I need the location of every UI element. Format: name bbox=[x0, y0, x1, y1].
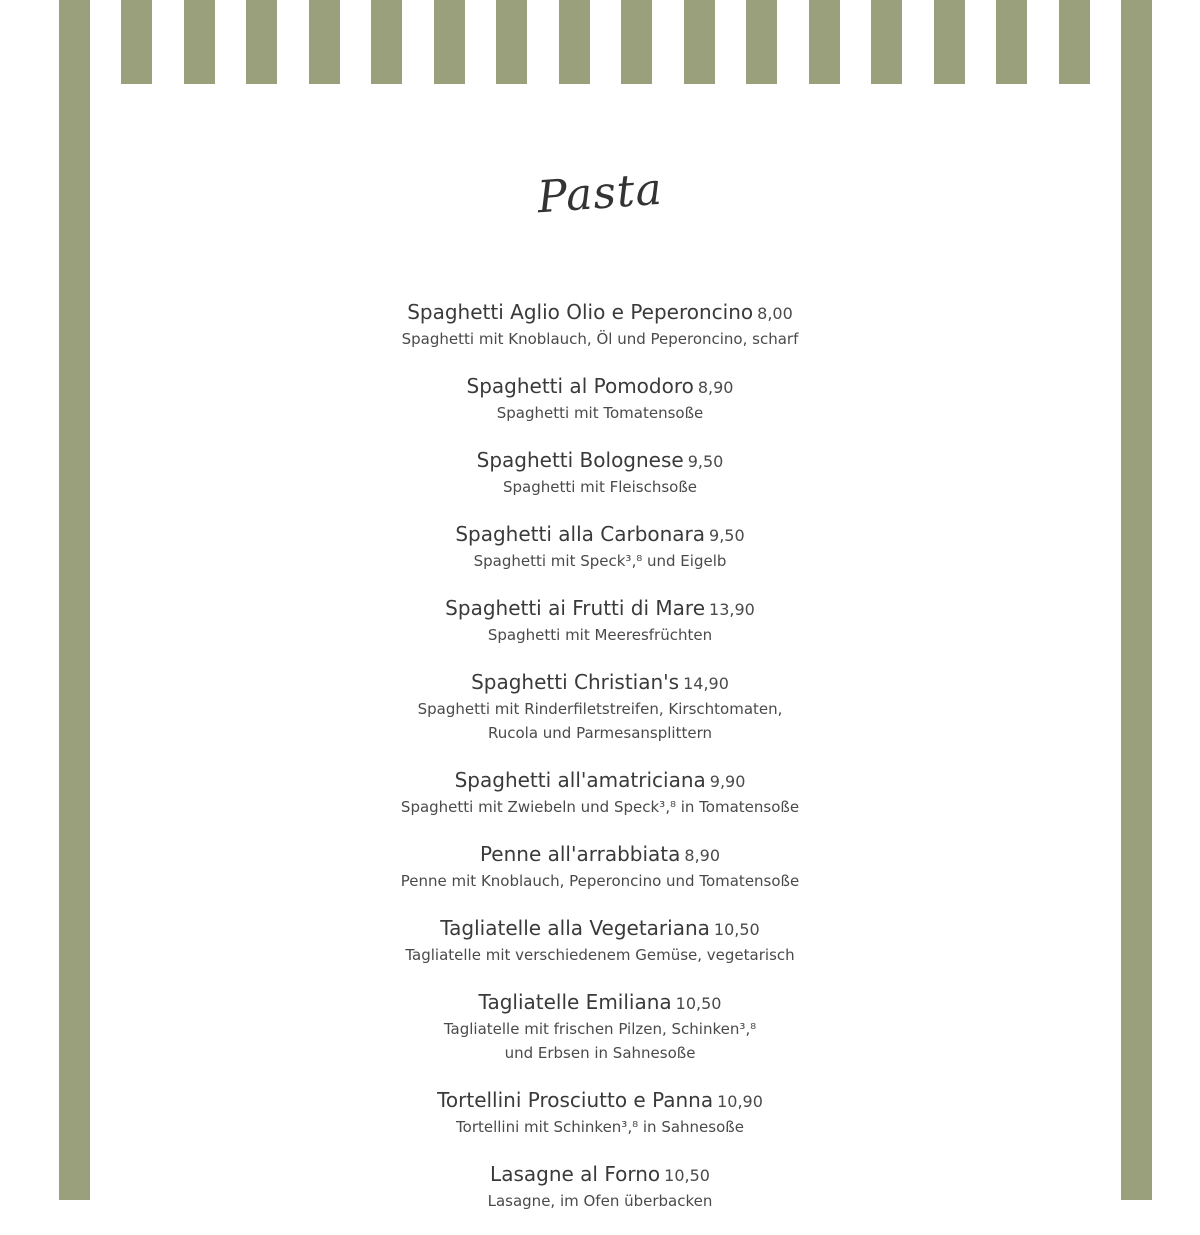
stripe bbox=[371, 0, 402, 84]
stripe bbox=[746, 0, 777, 84]
item-price: 10,90 bbox=[717, 1092, 763, 1111]
item-name: Penne all'arrabbiata bbox=[479, 842, 681, 866]
stripe bbox=[871, 0, 902, 84]
item-name: Spaghetti Aglio Olio e Peperoncino bbox=[407, 300, 754, 324]
item-name: Spaghetti Christian's bbox=[471, 670, 680, 694]
item-name: Spaghetti alla Carbonara bbox=[455, 522, 706, 546]
menu-item bbox=[300, 299, 900, 351]
menu-item bbox=[300, 915, 900, 967]
item-description: und Erbsen in Sahnesoße bbox=[504, 1044, 696, 1062]
item-description: Tagliatelle mit verschiedenem Gemüse, vegetarisch bbox=[405, 946, 795, 964]
item-price: 14,90 bbox=[683, 674, 729, 693]
item-price: 8,90 bbox=[684, 846, 721, 865]
item-description: Spaghetti mit Zwiebeln und Speck³‚⁸ in Tomatensoße bbox=[400, 798, 800, 816]
item-description: Tagliatelle mit frischen Pilzen, Schinken³‚⁸ bbox=[443, 1020, 757, 1038]
stripe bbox=[996, 0, 1027, 84]
menu-item bbox=[300, 989, 900, 1065]
item-description: Rucola und Parmesansplittern bbox=[487, 724, 712, 742]
item-price: 13,90 bbox=[709, 600, 755, 619]
item-price: 9,50 bbox=[687, 452, 724, 471]
stripe bbox=[1059, 0, 1090, 84]
stripe bbox=[246, 0, 277, 84]
stripe bbox=[621, 0, 652, 84]
item-description: Tortellini mit Schinken³‚⁸ in Sahnesoße bbox=[456, 1118, 744, 1136]
menu-item bbox=[300, 841, 900, 893]
item-name: Spaghetti all'amatriciana bbox=[454, 768, 706, 792]
item-name: Spaghetti al Pomodoro bbox=[466, 374, 694, 398]
menu-item bbox=[300, 521, 900, 573]
menu-item bbox=[300, 373, 900, 425]
item-description: Spaghetti mit Speck³‚⁸ und Eigelb bbox=[473, 552, 727, 570]
item-price: 10,50 bbox=[713, 920, 760, 939]
item-price: 10,50 bbox=[675, 994, 722, 1013]
item-description: Spaghetti mit Tomatensoße bbox=[496, 404, 704, 422]
item-name: Tagliatelle Emiliana bbox=[478, 990, 672, 1014]
item-description: Lasagne, im Ofen überbacken bbox=[487, 1192, 713, 1210]
item-price: 8,00 bbox=[757, 304, 793, 323]
menu-item bbox=[300, 1087, 900, 1139]
stripe bbox=[934, 0, 965, 84]
stripe bbox=[559, 0, 590, 84]
stripe bbox=[684, 0, 715, 84]
item-description: Spaghetti mit Rinderfiletstreifen, Kirschtomaten, bbox=[417, 700, 783, 718]
item-name: Spaghetti ai Frutti di Mare bbox=[445, 596, 706, 620]
stripe bbox=[121, 0, 152, 84]
item-name: Tagliatelle alla Vegetariana bbox=[440, 916, 710, 940]
menu-item bbox=[300, 595, 900, 647]
item-price: 8,90 bbox=[697, 378, 734, 397]
menu-list bbox=[300, 299, 900, 1235]
item-description: Penne mit Knoblauch, Peperoncino und Tomatensoße bbox=[400, 872, 800, 890]
stripe bbox=[309, 0, 340, 84]
stripe bbox=[496, 0, 527, 84]
item-description: Spaghetti mit Meeresfrüchten bbox=[487, 626, 713, 644]
stripe bbox=[809, 0, 840, 84]
menu-title: Pasta bbox=[535, 163, 665, 224]
menu-item bbox=[300, 767, 900, 819]
item-description: Spaghetti mit Fleischsoße bbox=[502, 478, 698, 496]
item-name: Lasagne al Forno bbox=[490, 1162, 661, 1186]
stripe bbox=[59, 0, 90, 1200]
item-name: Spaghetti Bolognese bbox=[476, 448, 684, 472]
item-price: 10,50 bbox=[664, 1166, 710, 1185]
menu-item bbox=[300, 447, 900, 499]
item-price: 9,50 bbox=[709, 526, 745, 545]
item-description: Spaghetti mit Knoblauch, Öl und Peperoncino, scharf bbox=[401, 330, 799, 348]
stripe bbox=[184, 0, 215, 84]
item-price: 9,90 bbox=[709, 772, 746, 791]
stripe bbox=[434, 0, 465, 84]
item-name: Tortellini Prosciutto e Panna bbox=[437, 1088, 714, 1112]
menu-item bbox=[300, 1161, 900, 1213]
menu-item bbox=[300, 669, 900, 745]
